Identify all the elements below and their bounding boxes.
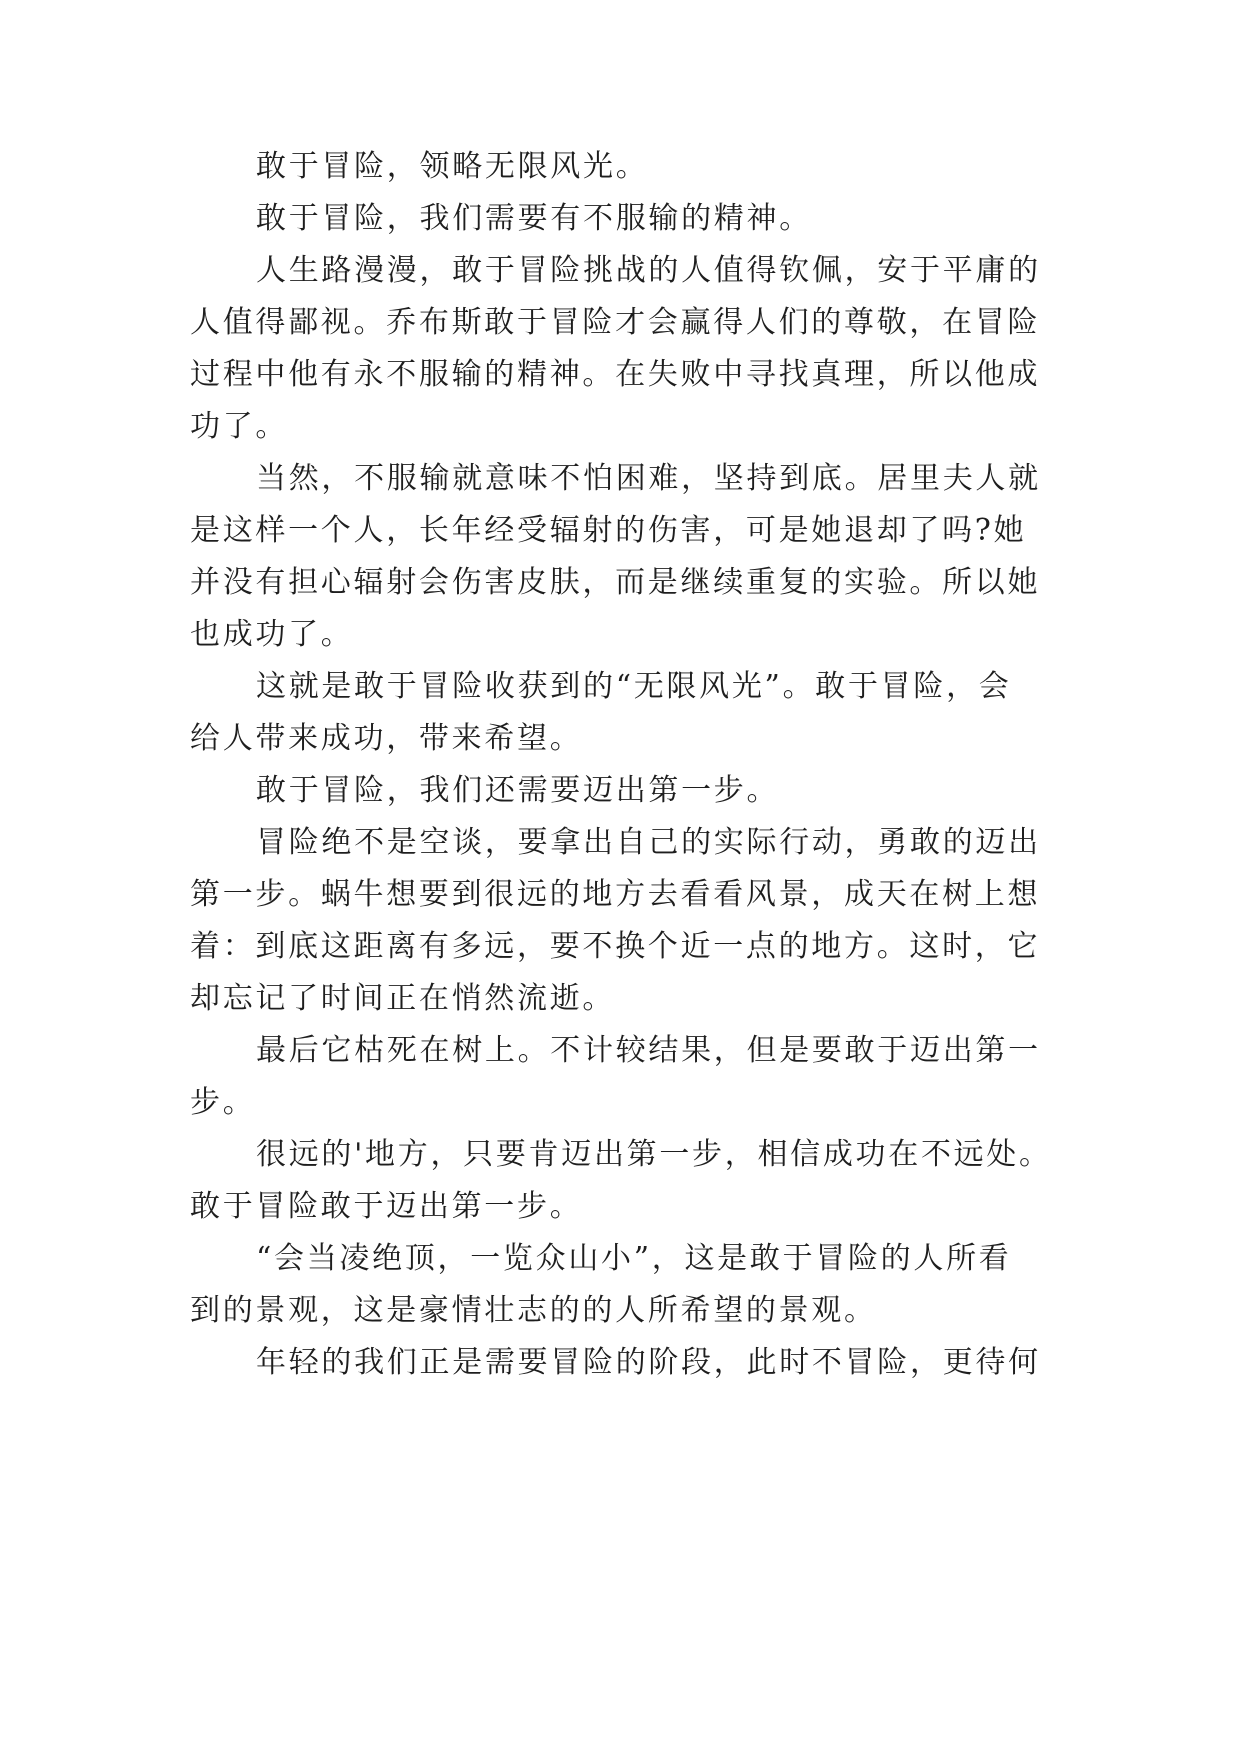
text-line: “会当凌绝顶，一览众山小”，这是敢于冒险的人所看	[256, 1241, 1012, 1276]
text-line: 到的景观，这是豪情壮志的的人所希望的景观。	[190, 1293, 877, 1328]
text-line: 过程中他有永不服输的精神。在失败中寻找真理，所以他成	[190, 357, 1041, 392]
paragraph	[190, 1233, 1090, 1337]
paragraph	[190, 1025, 1090, 1129]
text-line: 敢于冒险敢于迈出第一步。	[190, 1189, 583, 1224]
text-line: 却忘记了时间正在悄然流逝。	[190, 981, 616, 1016]
paragraph	[190, 141, 1090, 193]
paragraph	[190, 1337, 1090, 1389]
text-line: 这就是敢于冒险收获到的“无限风光”。敢于冒险，会	[256, 669, 1012, 704]
paragraph	[190, 453, 1090, 661]
text-line: 步。	[190, 1085, 256, 1120]
paragraph	[190, 765, 1090, 817]
text-line: 并没有担心辐射会伤害皮肤，而是继续重复的实验。所以她	[190, 565, 1041, 600]
paragraph	[190, 193, 1090, 245]
text-line: 敢于冒险，领略无限风光。	[256, 149, 649, 184]
text-line: 敢于冒险，我们需要有不服输的精神。	[256, 201, 812, 236]
text-line: 第一步。蜗牛想要到很远的地方去看看风景，成天在树上想	[190, 877, 1041, 912]
text-line: 功了。	[190, 409, 289, 444]
text-line: 给人带来成功，带来希望。	[190, 721, 583, 756]
text-line: 很远的'地方，只要肯迈出第一步，相信成功在不远处。	[256, 1137, 1052, 1172]
text-line: 敢于冒险，我们还需要迈出第一步。	[256, 773, 780, 808]
text-line: 人生路漫漫，敢于冒险挑战的人值得钦佩，安于平庸的	[256, 253, 1041, 288]
text-line: 人值得鄙视。乔布斯敢于冒险才会赢得人们的尊敬，在冒险	[190, 305, 1041, 340]
paragraph	[190, 245, 1090, 453]
text-line: 冒险绝不是空谈，要拿出自己的实际行动，勇敢的迈出	[256, 825, 1041, 860]
text-line: 着：到底这距离有多远，要不换个近一点的地方。这时，它	[190, 929, 1041, 964]
paragraph	[190, 1129, 1090, 1233]
text-line: 也成功了。	[190, 617, 354, 652]
text-line: 是这样一个人，长年经受辐射的伤害，可是她退却了吗?她	[190, 513, 1027, 548]
text-line: 最后它枯死在树上。不计较结果，但是要敢于迈出第一	[256, 1033, 1041, 1068]
paragraph	[190, 817, 1090, 1025]
document-body	[190, 141, 1090, 1389]
text-line: 当然，不服输就意味不怕困难，坚持到底。居里夫人就	[256, 461, 1041, 496]
paragraph	[190, 661, 1090, 765]
text-line: 年轻的我们正是需要冒险的阶段，此时不冒险，更待何	[256, 1345, 1041, 1380]
